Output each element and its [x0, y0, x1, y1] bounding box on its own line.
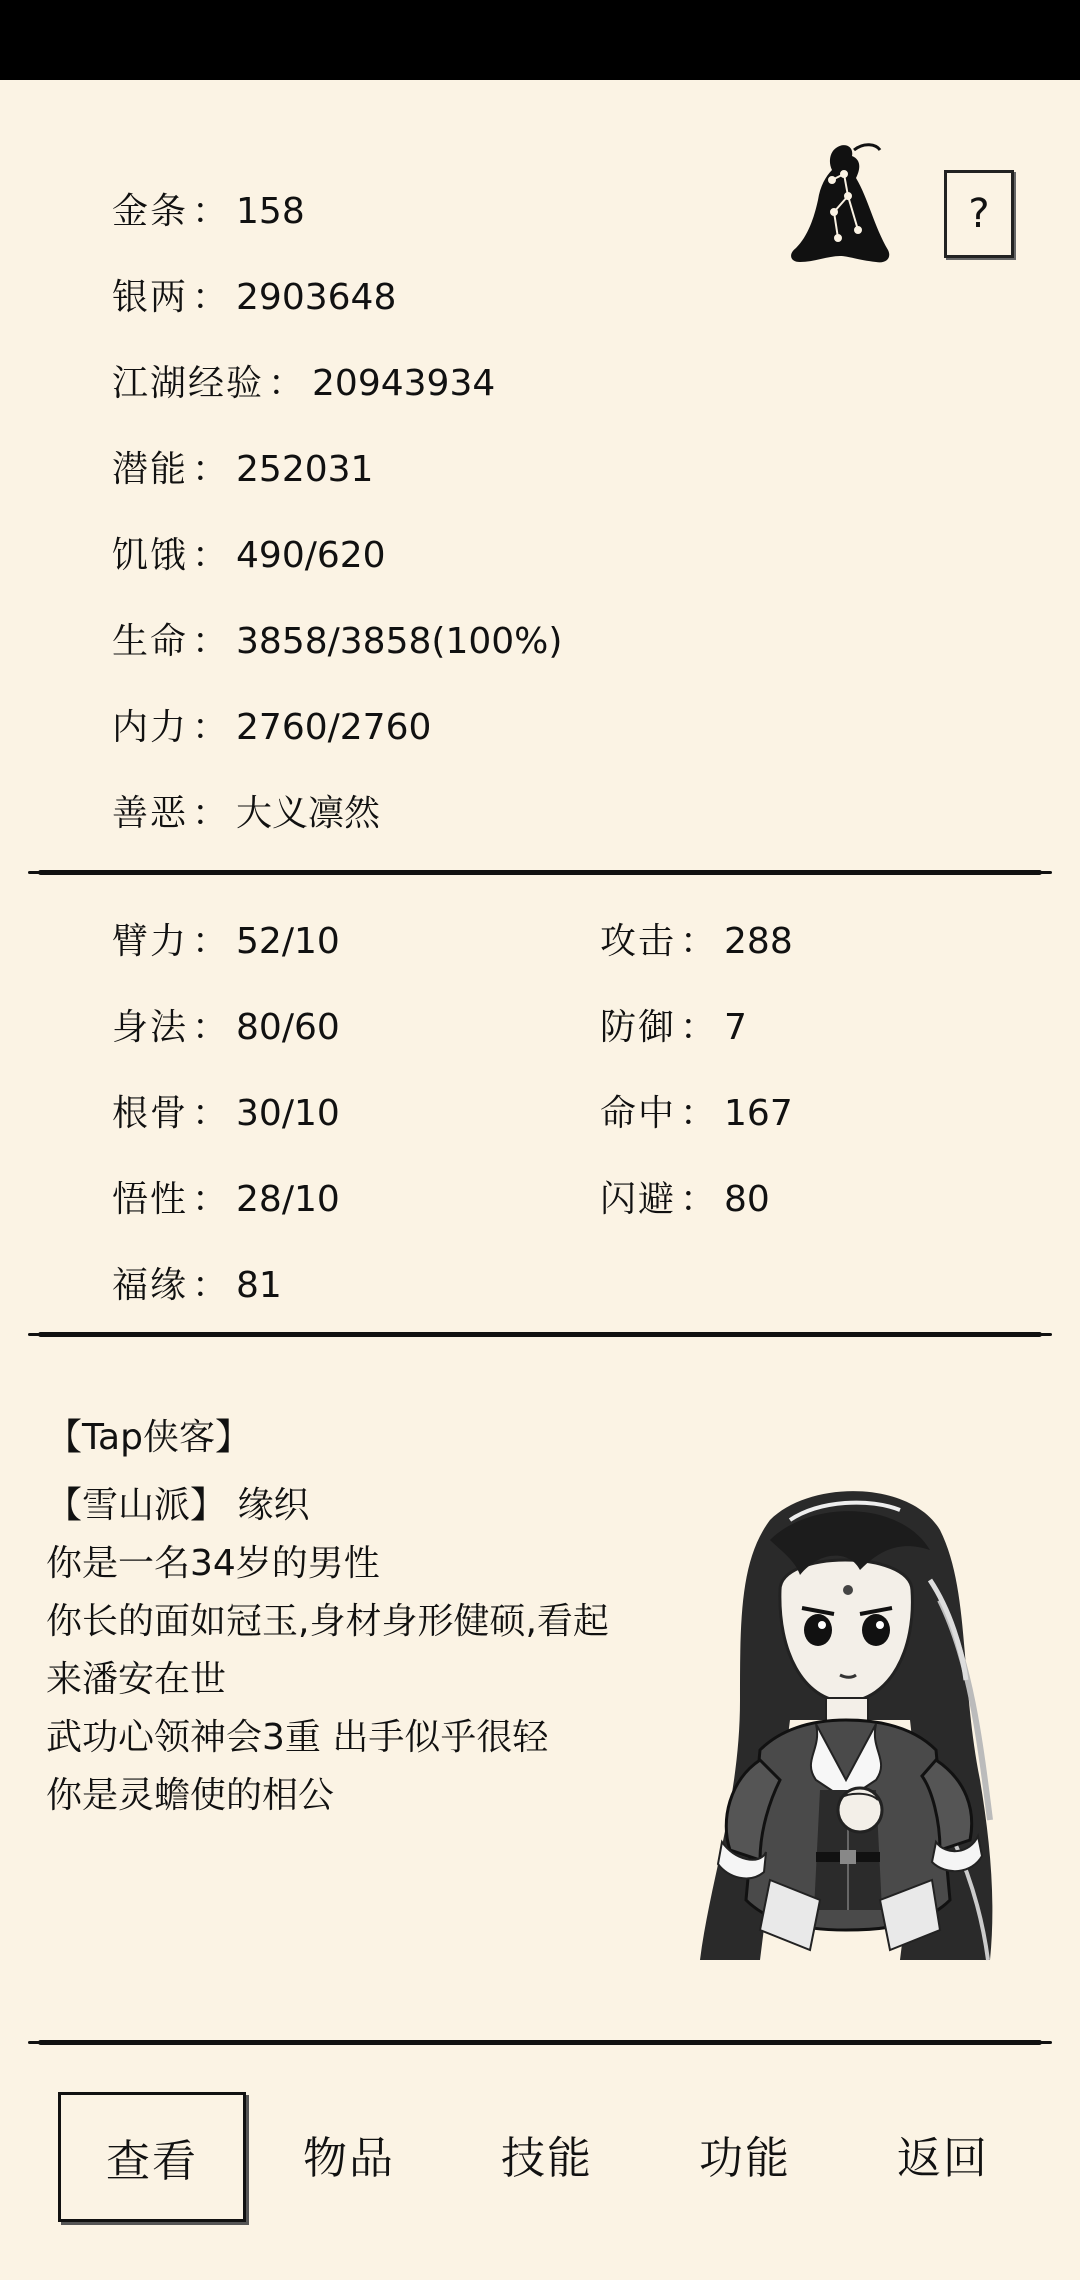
separator: ： — [192, 621, 229, 662]
nav-view-tab[interactable]: 查看 — [58, 2092, 246, 2222]
attr-value: 52/10 — [236, 921, 340, 962]
attr-value: 167 — [724, 1093, 793, 1134]
divider — [38, 2040, 1042, 2045]
attr-attack — [600, 918, 793, 966]
gold-label: 金条 — [112, 191, 189, 232]
attr-dodge — [600, 1176, 770, 1224]
attr-value: 81 — [236, 1265, 282, 1306]
separator: ： — [680, 1093, 717, 1134]
attr-label: 攻击 — [600, 921, 677, 962]
attr-label: 根骨 — [112, 1093, 189, 1134]
attr-label: 闪避 — [600, 1179, 677, 1220]
separator: ： — [680, 1179, 717, 1220]
hunger-row — [112, 532, 386, 580]
silver-value: 2903648 — [236, 277, 397, 318]
nav-functions-tab[interactable]: 功能 — [699, 2133, 791, 2184]
attr-luck — [112, 1262, 282, 1310]
separator: ： — [192, 449, 229, 490]
attr-accuracy — [600, 1090, 793, 1138]
separator: ： — [192, 1007, 229, 1048]
hunger-value: 490/620 — [236, 535, 386, 576]
attr-value: 30/10 — [236, 1093, 340, 1134]
attr-label: 福缘 — [112, 1265, 189, 1306]
attr-value: 80 — [724, 1179, 770, 1220]
life-value: 3858/3858(100%) — [236, 621, 563, 662]
potential-value: 252031 — [236, 449, 374, 490]
life-row — [112, 618, 562, 666]
silver-row — [112, 274, 396, 322]
attr-value: 288 — [724, 921, 793, 962]
divider — [38, 870, 1042, 875]
nav-skills-tab[interactable]: 技能 — [501, 2133, 593, 2184]
morality-value: 大义凛然 — [236, 793, 381, 834]
morality-label: 善恶 — [112, 793, 189, 834]
separator: ： — [680, 1007, 717, 1048]
potential-label: 潜能 — [112, 449, 189, 490]
exp-label: 江湖经验 — [112, 363, 265, 404]
nav-items-tab[interactable]: 物品 — [303, 2133, 395, 2184]
attr-value: 7 — [724, 1007, 747, 1048]
bio-line: 你长的面如冠玉,身材身形健硕,看起 — [46, 1601, 609, 1642]
character-portrait — [700, 1480, 1000, 1970]
exp-row — [112, 360, 495, 408]
divider — [38, 1332, 1042, 1337]
morality-row — [112, 790, 380, 838]
attr-agility — [112, 1004, 340, 1052]
separator: ： — [192, 707, 229, 748]
hunger-label: 饥饿 — [112, 535, 189, 576]
attr-value: 80/60 — [236, 1007, 340, 1048]
bio-line: 你是灵蟾使的相公 — [46, 1775, 335, 1816]
gold-value: 158 — [236, 191, 305, 232]
attr-comprehension — [112, 1176, 340, 1224]
attr-label: 悟性 — [112, 1179, 189, 1220]
neili-row — [112, 704, 431, 752]
exp-value: 20943934 — [312, 363, 496, 404]
separator: ： — [192, 793, 229, 834]
bio-line: 来潘安在世 — [46, 1659, 227, 1700]
attr-label: 防御 — [600, 1007, 677, 1048]
separator: ： — [192, 277, 229, 318]
bio-line: 【雪山派】 缘织 — [46, 1485, 310, 1526]
potential-row — [112, 446, 373, 494]
constellation-figure-icon[interactable] — [788, 138, 894, 268]
attr-value: 28/10 — [236, 1179, 340, 1220]
separator: ： — [192, 921, 229, 962]
bio-line: 你是一名34岁的男性 — [46, 1543, 380, 1584]
attr-label: 命中 — [600, 1093, 677, 1134]
status-bar — [0, 0, 1080, 80]
bio-line: 武功心领神会3重 出手似乎很轻 — [46, 1717, 549, 1758]
attr-label: 臂力 — [112, 921, 189, 962]
nav-back-tab[interactable]: 返回 — [897, 2133, 989, 2184]
separator: ： — [192, 1179, 229, 1220]
attr-constitution — [112, 1090, 340, 1138]
separator: ： — [192, 535, 229, 576]
bio-title: 【Tap侠客】 — [46, 1417, 251, 1458]
separator: ： — [192, 1093, 229, 1134]
separator: ： — [268, 363, 305, 404]
neili-value: 2760/2760 — [236, 707, 432, 748]
silver-label: 银两 — [112, 277, 189, 318]
gold-row — [112, 188, 305, 236]
help-button[interactable]: ? — [944, 170, 1014, 258]
separator: ： — [192, 1265, 229, 1306]
neili-label: 内力 — [112, 707, 189, 748]
separator: ： — [680, 921, 717, 962]
attr-strength — [112, 918, 340, 966]
attr-label: 身法 — [112, 1007, 189, 1048]
attr-defense — [600, 1004, 747, 1052]
life-label: 生命 — [112, 621, 189, 662]
separator: ： — [192, 191, 229, 232]
